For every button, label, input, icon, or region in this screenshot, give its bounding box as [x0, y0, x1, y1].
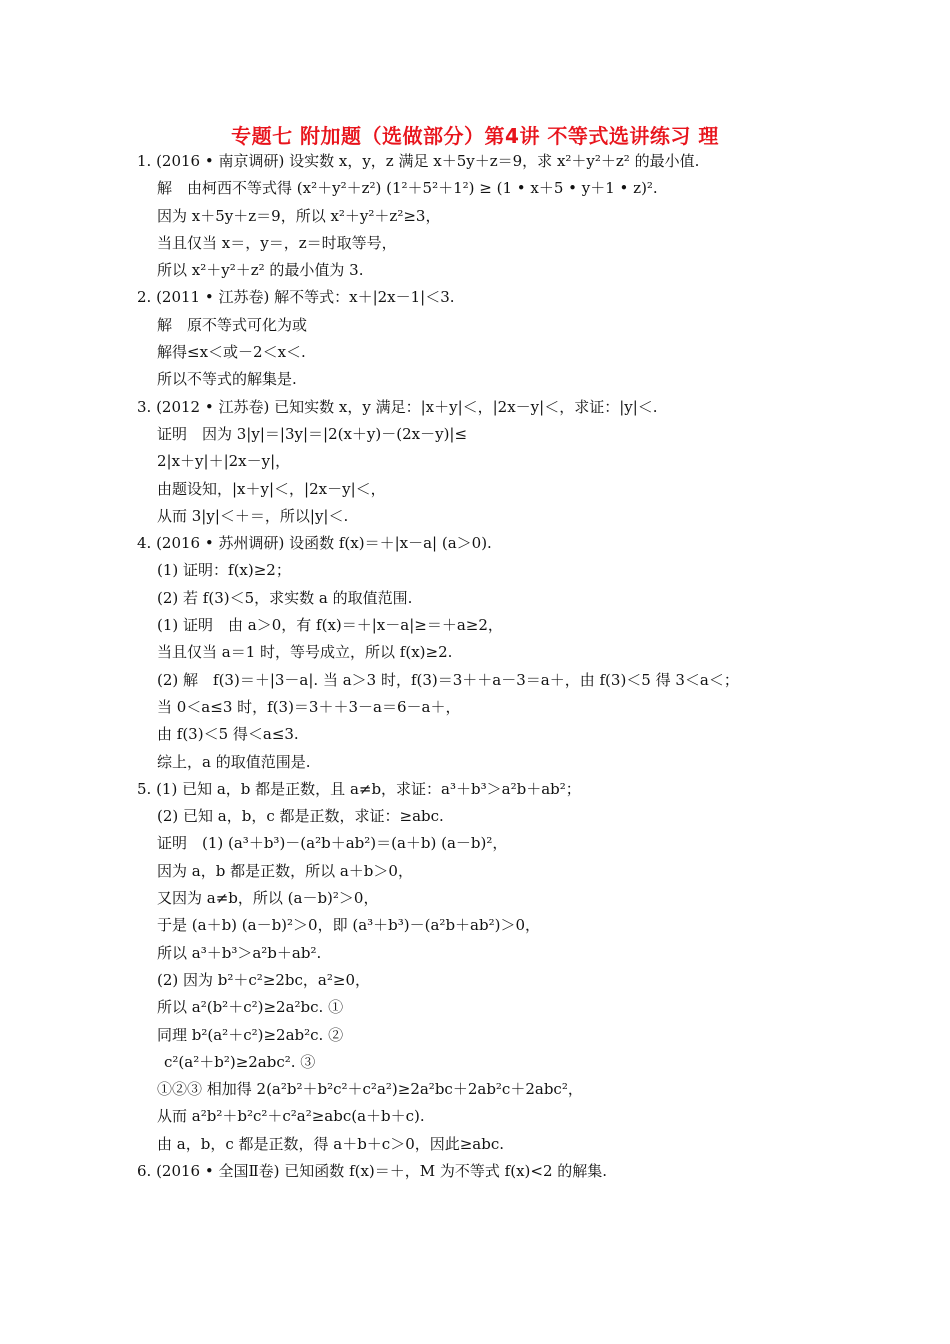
solution-line: (2) 因为 b²＋c²≥2bc，a²≥0，	[157, 970, 370, 989]
solution-line: 解 原不等式可化为或	[157, 315, 308, 334]
solution-line: ①②③ 相加得 2(a²b²＋b²c²＋c²a²)≥2a²bc＋2ab²c＋2abc²，	[157, 1080, 583, 1099]
solution-line: 解得≤x＜或－2＜x＜.	[157, 343, 306, 362]
solution-line: 当 0＜a≤3 时，f(3)＝3＋＋3－a＝6－a＋，	[157, 697, 461, 716]
question-line: 6. (2016 • 全国Ⅱ卷) 已知函数 f(x)＝＋，M 为不等式 f(x)<2 的解集.	[137, 1161, 608, 1180]
document-title: 专题七 附加题（选做部分）第4讲 不等式选讲练习 理	[231, 124, 719, 148]
solution-line: 从而 3|y|＜＋＝，所以|y|＜.	[157, 506, 349, 525]
solution-line: 证明 因为 3|y|＝|3y|＝|2(x＋y)－(2x－y)|≤	[157, 424, 468, 443]
solution-line: (2) 若 f(3)＜5，求实数 a 的取值范围.	[157, 588, 413, 607]
solution-line: 由 a，b，c 都是正数，得 a＋b＋c＞0，因此≥abc.	[157, 1134, 505, 1153]
question-line: 3. (2012 • 江苏卷) 已知实数 x，y 满足：|x＋y|＜，|2x－y|＜，求证：|y|＜.	[137, 397, 658, 416]
solution-line: 所以 a²(b²＋c²)≥2a²bc. ①	[157, 998, 344, 1017]
solution-line: (2) 已知 a，b，c 都是正数，求证：≥abc.	[157, 807, 444, 826]
solution-line: 综上，a 的取值范围是.	[157, 752, 311, 771]
solution-line: (1) 证明：f(x)≥2；	[157, 561, 291, 580]
question-line: 4. (2016 • 苏州调研) 设函数 f(x)＝＋|x－a| (a＞0).	[137, 534, 492, 553]
solution-line: c²(a²＋b²)≥2abc². ③	[164, 1052, 316, 1071]
solution-line: 解 由柯西不等式得 (x²＋y²＋z²) (1²＋5²＋1²) ≥ (1 • x＋5 • y＋1 • z)².	[157, 179, 658, 198]
solution-line: 所以 x²＋y²＋z² 的最小值为 3.	[157, 261, 364, 280]
solution-line: 由题设知，|x＋y|＜，|2x－y|＜，	[157, 479, 386, 498]
question-line: 5. (1) 已知 a，b 都是正数，且 a≠b，求证：a³＋b³＞a²b＋ab²；	[137, 779, 581, 798]
solution-line: 又因为 a≠b，所以 (a－b)²＞0，	[157, 889, 379, 908]
solution-line: 当且仅当 a＝1 时，等号成立，所以 f(x)≥2.	[157, 643, 453, 662]
solution-line: 所以不等式的解集是.	[157, 370, 297, 389]
question-line: 1. (2016 • 南京调研) 设实数 x，y，z 满足 x＋5y＋z＝9，求 x²＋y²＋z² 的最小值.	[137, 152, 700, 170]
solution-line: 因为 x＋5y＋z＝9，所以 x²＋y²＋z²≥3，	[157, 206, 441, 225]
solution-line: 由 f(3)＜5 得＜a≤3.	[157, 725, 299, 744]
solution-line: 当且仅当 x＝，y＝，z＝时取等号，	[157, 233, 397, 252]
solution-line: 因为 a，b 都是正数，所以 a＋b＞0，	[157, 861, 413, 880]
question-line: 2. (2011 • 江苏卷) 解不等式：x＋|2x－1|＜3.	[137, 288, 455, 307]
solution-line: 于是 (a＋b) (a－b)²＞0，即 (a³＋b³)－(a²b＋ab²)＞0，	[157, 916, 540, 935]
solution-line: 证明 (1) (a³＋b³)－(a²b＋ab²)＝(a＋b) (a－b)²，	[157, 834, 508, 853]
solution-line: 所以 a³＋b³＞a²b＋ab².	[157, 943, 322, 962]
document-body	[0, 148, 950, 1185]
solution-line: (2) 解 f(3)＝＋|3－a|. 当 a＞3 时，f(3)＝3＋＋a－3＝a＋，由 f(3)＜5 得 3＜a＜；	[157, 670, 739, 689]
solution-line: 同理 b²(a²＋c²)≥2ab²c. ②	[157, 1025, 344, 1044]
solution-line: 从而 a²b²＋b²c²＋c²a²≥abc(a＋b＋c).	[157, 1107, 425, 1126]
solution-line: (1) 证明 由 a＞0，有 f(x)＝＋|x－a|≥＝＋a≥2，	[157, 616, 503, 635]
solution-line: 2|x＋y|＋|2x－y|，	[157, 452, 291, 471]
